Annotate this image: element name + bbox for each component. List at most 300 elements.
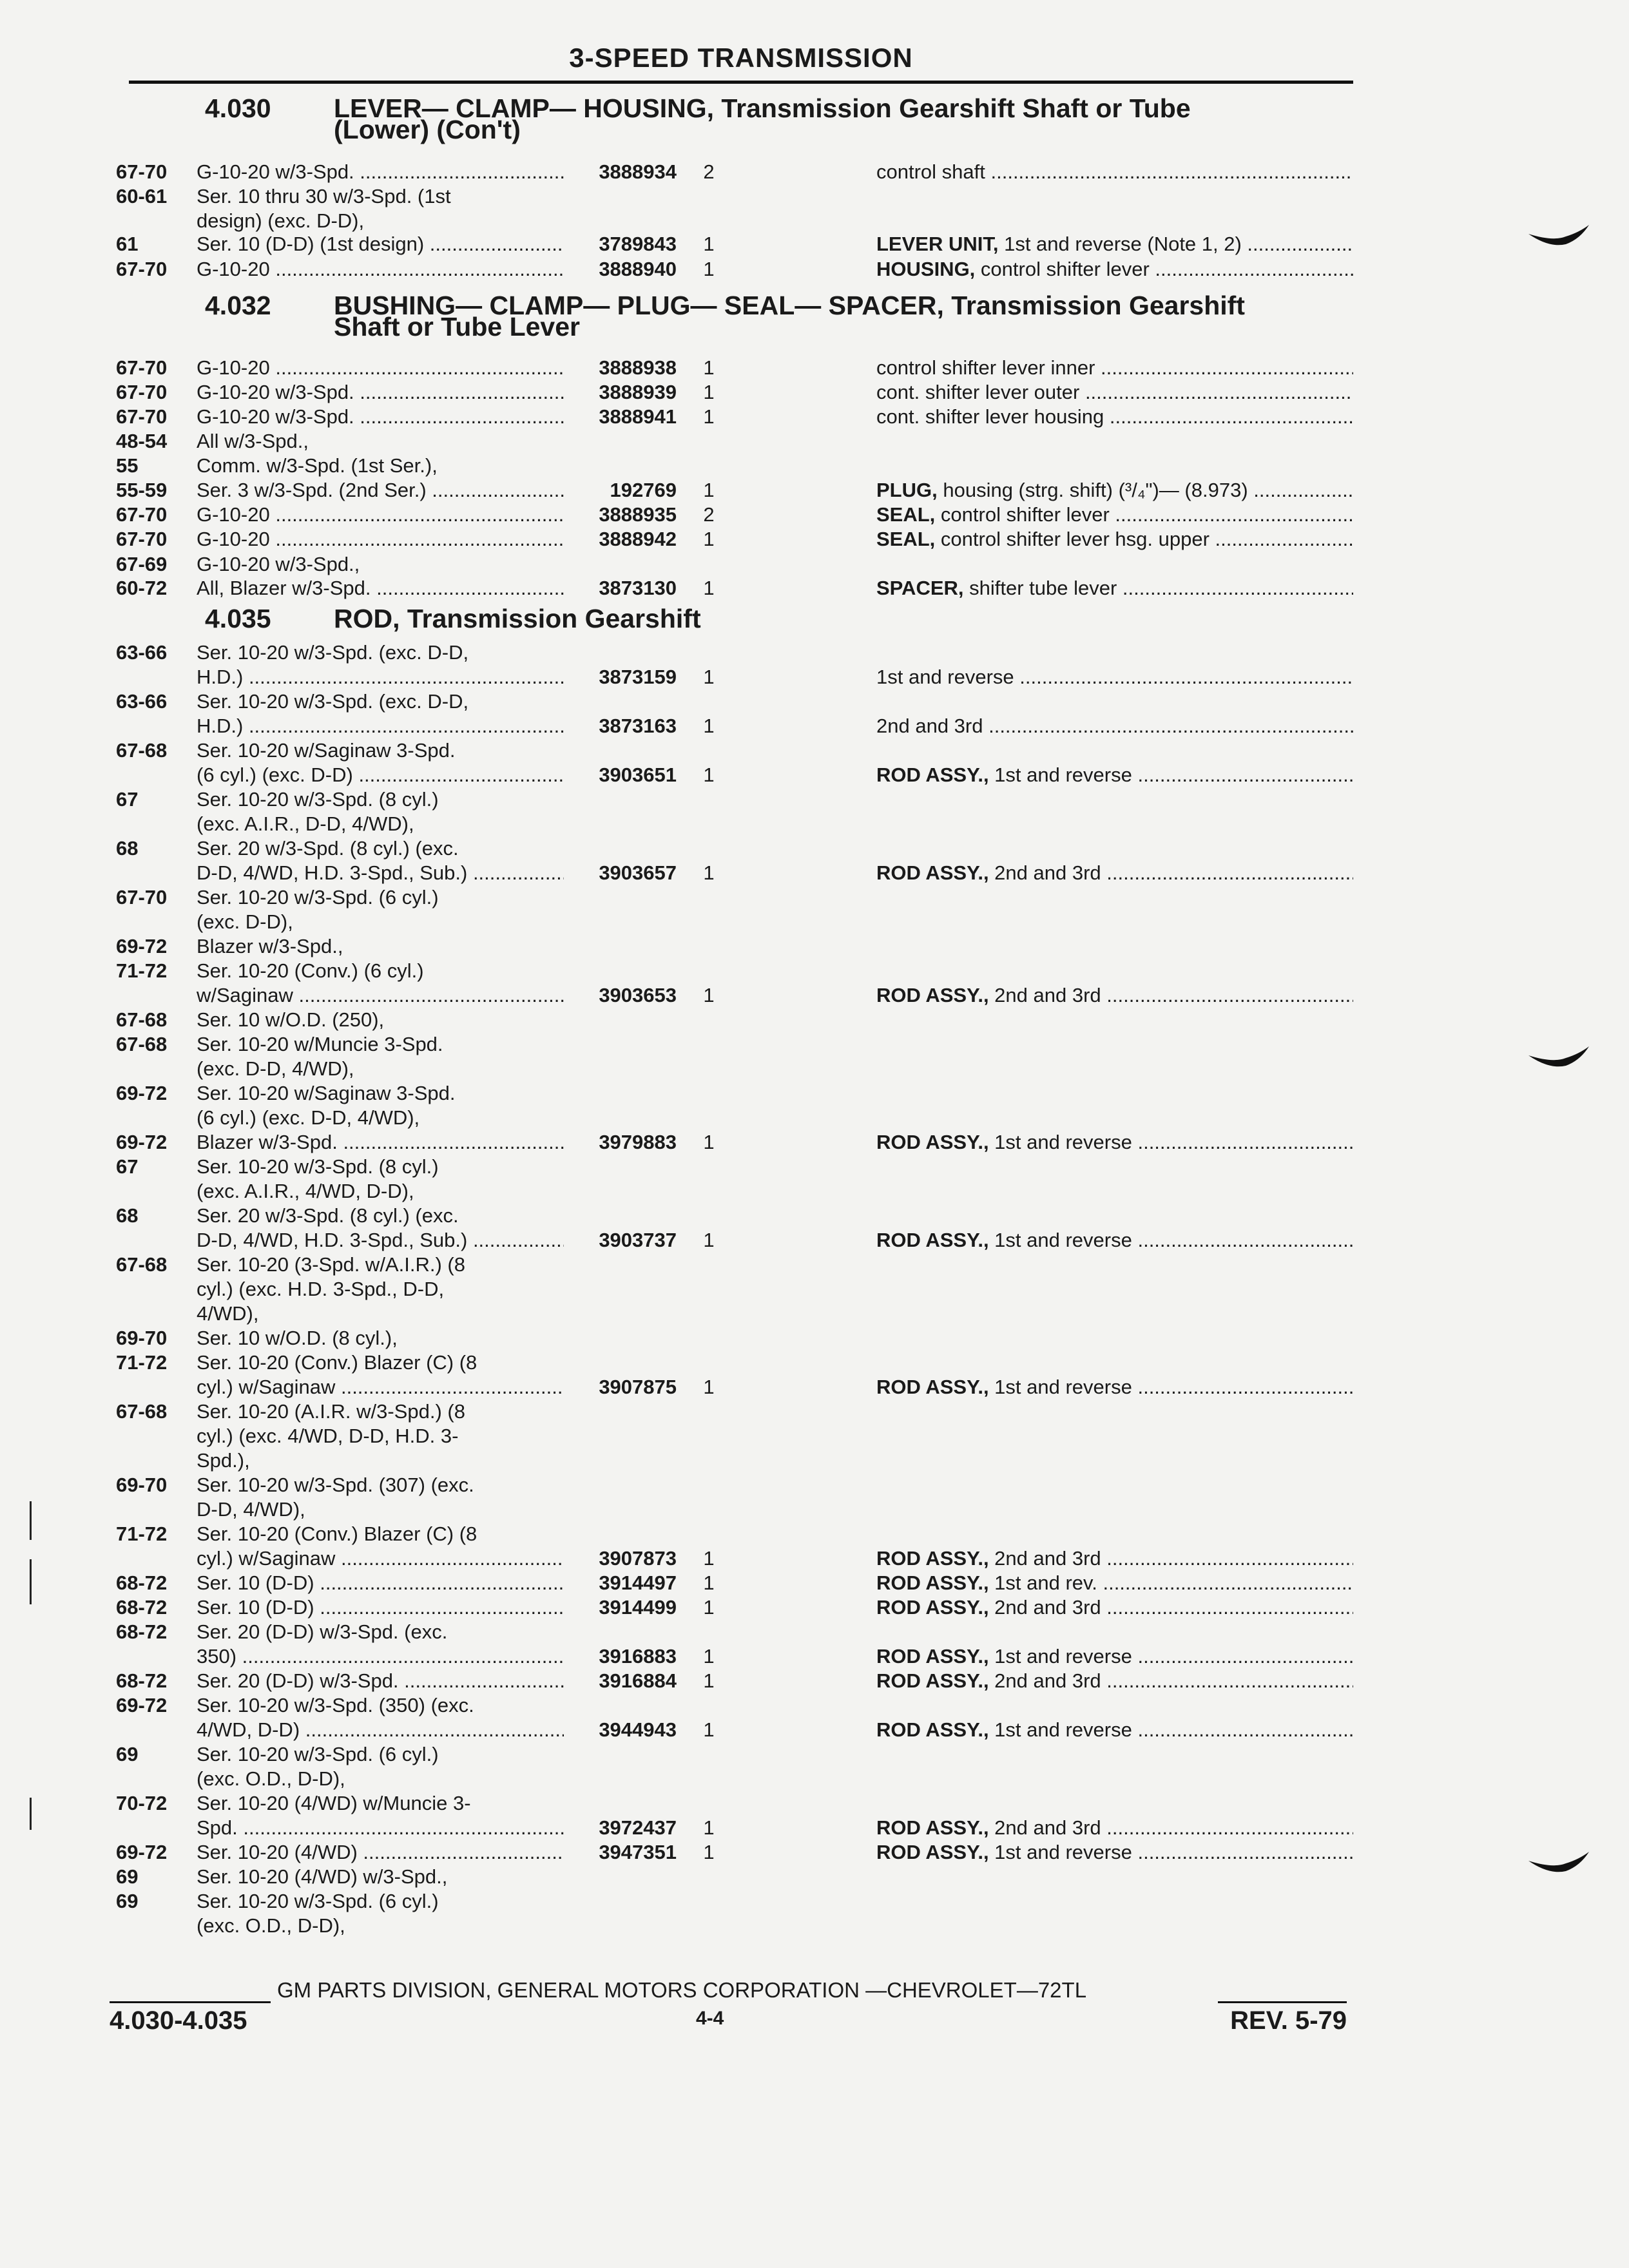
application: G-10-20 ..... <box>197 527 564 552</box>
quantity: 1 <box>703 1816 715 1839</box>
model-year: 67-70 <box>116 258 168 280</box>
application: Ser. 10 thru 30 w/3-Spd. (1st <box>197 185 451 207</box>
parts-row <box>0 1399 1547 1424</box>
quantity: 1 <box>703 1571 715 1594</box>
model-year: 69-72 <box>116 1694 168 1716</box>
parts-row <box>0 861 1547 885</box>
parts-row <box>0 665 1547 689</box>
model-year: 70-72 <box>116 1792 168 1814</box>
parts-row <box>0 405 1547 429</box>
model-year: 63-66 <box>116 641 168 664</box>
model-year: 69-70 <box>116 1327 168 1349</box>
application: Ser. 10-20 w/3-Spd. (6 cyl.) <box>197 886 439 908</box>
application: (exc. D-D, 4/WD), <box>197 1057 354 1080</box>
part-description: LEVER UNIT, 1st and reverse (Note 1, 2) ..... <box>876 232 1353 256</box>
application: All, Blazer w/3-Spd. ..... <box>197 576 564 601</box>
part-name-keyword: ROD ASSY., <box>876 984 989 1006</box>
application: G-10-20 w/3-Spd. ..... <box>197 405 564 429</box>
parts-row <box>0 1424 1547 1448</box>
model-year: 55 <box>116 454 139 477</box>
model-year: 69 <box>116 1743 139 1765</box>
application: G-10-20 w/3-Spd., <box>197 553 360 575</box>
part-name-keyword: ROD ASSY., <box>876 764 989 786</box>
binder-clip-mark <box>1527 222 1592 248</box>
model-year: 69-72 <box>116 1841 168 1863</box>
quantity: 2 <box>703 503 715 526</box>
application: Ser. 10 (D-D) ..... <box>197 1595 564 1620</box>
model-year: 55-59 <box>116 479 168 501</box>
application: D-D, 4/WD, H.D. 3-Spd., Sub.) ..... <box>197 861 564 885</box>
application: D-D, 4/WD), <box>197 1498 305 1521</box>
parts-row <box>0 552 1547 577</box>
parts-row <box>0 1032 1547 1057</box>
application: G-10-20 ..... <box>197 257 564 282</box>
model-year: 67 <box>116 788 139 811</box>
model-year: 69 <box>116 1865 139 1888</box>
parts-row <box>0 885 1547 910</box>
parts-row <box>0 380 1547 405</box>
part-description: ROD ASSY., 2nd and 3rd ..... <box>876 1669 1353 1693</box>
part-number: 3979883 <box>599 1131 677 1153</box>
part-description: cont. shifter lever housing ..... <box>876 405 1353 429</box>
quantity: 1 <box>703 1841 715 1863</box>
model-year: 67-70 <box>116 405 168 428</box>
parts-row <box>0 1081 1547 1106</box>
application: Blazer w/3-Spd., <box>197 935 343 957</box>
parts-row <box>0 1571 1547 1595</box>
application: Ser. 10 w/O.D. (250), <box>197 1008 385 1031</box>
part-name-keyword: ROD ASSY., <box>876 1669 989 1692</box>
parts-row <box>0 640 1547 665</box>
page-footer <box>110 1978 1347 2042</box>
application: Ser. 3 w/3-Spd. (2nd Ser.) ..... <box>197 478 564 503</box>
application: Ser. 20 (D-D) w/3-Spd. (exc. <box>197 1620 448 1643</box>
application: Ser. 10-20 w/3-Spd. (6 cyl.) <box>197 1890 439 1912</box>
part-description: control shifter lever inner ..... <box>876 356 1353 380</box>
part-description: ROD ASSY., 1st and reverse ..... <box>876 1228 1353 1253</box>
parts-row <box>0 576 1547 601</box>
parts-row <box>0 1644 1547 1669</box>
part-number: 3907873 <box>599 1547 677 1570</box>
model-year: 60-72 <box>116 577 168 599</box>
part-description: ROD ASSY., 1st and reverse ..... <box>876 1644 1353 1669</box>
binding-tick-mark <box>30 1798 32 1830</box>
model-year: 71-72 <box>116 1351 168 1374</box>
application: G-10-20 w/3-Spd. ..... <box>197 160 564 184</box>
parts-row <box>0 429 1547 454</box>
parts-row <box>0 503 1547 527</box>
model-year: 48-54 <box>116 430 168 452</box>
application: Ser. 10-20 w/3-Spd. (350) (exc. <box>197 1694 474 1716</box>
part-name-keyword: ROD ASSY., <box>876 1131 989 1153</box>
quantity: 1 <box>703 1229 715 1251</box>
part-description: 2nd and 3rd ..... <box>876 714 1353 738</box>
parts-row <box>0 959 1547 983</box>
model-year: 69-72 <box>116 935 168 957</box>
parts-row <box>0 356 1547 380</box>
parts-row <box>0 1546 1547 1571</box>
section-heading-4-030 <box>205 93 1191 144</box>
part-number: 3916883 <box>599 1645 677 1667</box>
application: (6 cyl.) (exc. D-D, 4/WD), <box>197 1106 420 1129</box>
quantity: 1 <box>703 764 715 786</box>
part-number: 3888942 <box>599 528 677 550</box>
parts-row <box>0 1718 1547 1742</box>
application: Ser. 20 (D-D) w/3-Spd. ..... <box>197 1669 564 1693</box>
application: 4/WD), <box>197 1302 259 1325</box>
page-header <box>129 43 1353 84</box>
part-number: 3903653 <box>599 984 677 1006</box>
part-name-keyword: ROD ASSY., <box>876 1547 989 1570</box>
parts-row <box>0 1008 1547 1032</box>
application: D-D, 4/WD, H.D. 3-Spd., Sub.) ..... <box>197 1228 564 1253</box>
application: Ser. 10-20 w/Muncie 3-Spd. <box>197 1033 443 1055</box>
quantity: 1 <box>703 528 715 550</box>
section-heading-4-035 <box>205 604 701 633</box>
quantity: 1 <box>703 666 715 688</box>
quantity: 1 <box>703 233 715 255</box>
part-description: PLUG, housing (strg. shift) (³/₄")— (8.973) ..... <box>876 478 1353 503</box>
part-number: 3873163 <box>599 715 677 737</box>
part-number: 3972437 <box>599 1816 677 1839</box>
part-number: 3789843 <box>599 233 677 255</box>
parts-row <box>0 763 1547 787</box>
quantity: 1 <box>703 1718 715 1741</box>
parts-row <box>0 1595 1547 1620</box>
model-year: 67-70 <box>116 503 168 526</box>
quantity: 1 <box>703 577 715 599</box>
part-name-keyword: ROD ASSY., <box>876 1645 989 1667</box>
parts-row <box>0 1350 1547 1375</box>
part-description: ROD ASSY., 2nd and 3rd ..... <box>876 983 1353 1008</box>
binder-clip-mark <box>1527 1044 1592 1070</box>
parts-row <box>0 1057 1547 1081</box>
parts-row <box>0 1816 1547 1840</box>
application: All w/3-Spd., <box>197 430 309 452</box>
section-title-continuation: Shaft or Tube Lever <box>334 312 580 341</box>
model-year: 68-72 <box>116 1669 168 1692</box>
application: Ser. 10 (D-D) (1st design) ..... <box>197 232 564 256</box>
application: Ser. 10 w/O.D. (8 cyl.), <box>197 1327 398 1349</box>
section-number: 4.030 <box>205 93 271 123</box>
parts-row <box>0 1277 1547 1302</box>
quantity: 1 <box>703 984 715 1006</box>
quantity: 1 <box>703 1645 715 1667</box>
model-year: 69 <box>116 1890 139 1912</box>
parts-row <box>0 689 1547 714</box>
part-description: 1st and reverse ..... <box>876 665 1353 689</box>
parts-row <box>0 1669 1547 1693</box>
footer-revision: REV. 5-79 <box>1230 2006 1347 2035</box>
parts-row <box>0 1742 1547 1767</box>
part-description: ROD ASSY., 2nd and 3rd ..... <box>876 1816 1353 1840</box>
parts-row <box>0 714 1547 738</box>
model-year: 67-68 <box>116 1033 168 1055</box>
application: Ser. 10-20 (3-Spd. w/A.I.R.) (8 <box>197 1253 465 1276</box>
part-name-keyword: SPACER, <box>876 577 964 599</box>
part-number: 3888940 <box>599 258 677 280</box>
model-year: 68 <box>116 837 139 860</box>
quantity: 1 <box>703 479 715 501</box>
part-description: SEAL, control shifter lever ..... <box>876 503 1353 527</box>
application: (exc. D-D), <box>197 910 293 933</box>
part-name-keyword: PLUG, <box>876 479 938 501</box>
quantity: 1 <box>703 1131 715 1153</box>
part-number: 3916884 <box>599 1669 677 1692</box>
part-number: 3903737 <box>599 1229 677 1251</box>
quantity: 1 <box>703 715 715 737</box>
application: (exc. A.I.R., D-D, 4/WD), <box>197 812 414 835</box>
part-number: 3907875 <box>599 1376 677 1398</box>
page-title: 3-SPEED TRANSMISSION <box>569 43 913 73</box>
model-year: 67-68 <box>116 1400 168 1423</box>
part-number: 3873159 <box>599 666 677 688</box>
parts-row <box>0 184 1547 209</box>
model-year: 67-70 <box>116 160 168 183</box>
application: design) (exc. D-D), <box>197 209 365 232</box>
footer-publisher: GM PARTS DIVISION, GENERAL MOTORS CORPORATION —CHEVROLET—72TL <box>277 1978 1087 2002</box>
quantity: 1 <box>703 1669 715 1692</box>
model-year: 68-72 <box>116 1620 168 1643</box>
application: G-10-20 ..... <box>197 356 564 380</box>
parts-row <box>0 160 1547 184</box>
model-year: 63-66 <box>116 690 168 713</box>
part-description: control shaft ..... <box>876 160 1353 184</box>
parts-row <box>0 1914 1547 1938</box>
part-description: ROD ASSY., 2nd and 3rd ..... <box>876 1595 1353 1620</box>
parts-row <box>0 1889 1547 1914</box>
footer-rule-left <box>110 2001 271 2003</box>
header-rule <box>129 81 1353 84</box>
part-description: ROD ASSY., 1st and rev. ..... <box>876 1571 1353 1595</box>
parts-row <box>0 257 1547 282</box>
part-number: 3888939 <box>599 381 677 403</box>
application: Ser. 10-20 w/Saginaw 3-Spd. <box>197 739 456 762</box>
parts-row <box>0 1130 1547 1155</box>
model-year: 67-70 <box>116 528 168 550</box>
section-heading-4-032 <box>205 291 1245 341</box>
application: Spd. ..... <box>197 1816 564 1840</box>
quantity: 1 <box>703 258 715 280</box>
parts-row <box>0 934 1547 959</box>
binding-tick-mark <box>30 1501 32 1540</box>
part-number: 3873130 <box>599 577 677 599</box>
parts-row <box>0 1840 1547 1865</box>
application: Ser. 10-20 w/3-Spd. (307) (exc. <box>197 1474 474 1496</box>
part-name-keyword: SEAL, <box>876 528 936 550</box>
parts-row <box>0 454 1547 478</box>
part-number: 3888941 <box>599 405 677 428</box>
application: Comm. w/3-Spd. (1st Ser.), <box>197 454 438 477</box>
parts-row <box>0 232 1547 256</box>
model-year: 68-72 <box>116 1571 168 1594</box>
parts-row <box>0 209 1547 233</box>
application: Ser. 10-20 (4/WD) ..... <box>197 1840 564 1865</box>
model-year: 68-72 <box>116 1596 168 1619</box>
section-number: 4.035 <box>205 604 271 633</box>
part-name-keyword: ROD ASSY., <box>876 1718 989 1741</box>
parts-row <box>0 1693 1547 1718</box>
section-title: LEVER— CLAMP— HOUSING, Transmission Gearshift Shaft or Tube <box>334 93 1191 123</box>
parts-row <box>0 1791 1547 1816</box>
quantity: 1 <box>703 381 715 403</box>
part-name-keyword: ROD ASSY., <box>876 1841 989 1863</box>
application: Ser. 10-20 w/3-Spd. (exc. D-D, <box>197 690 469 713</box>
part-description: cont. shifter lever outer ..... <box>876 380 1353 405</box>
application: Ser. 10-20 (Conv.) Blazer (C) (8 <box>197 1351 477 1374</box>
section-title: ROD, Transmission Gearshift <box>334 604 701 633</box>
parts-row <box>0 1497 1547 1522</box>
quantity: 2 <box>703 160 715 183</box>
part-name-keyword: ROD ASSY., <box>876 1596 989 1619</box>
quantity: 1 <box>703 1547 715 1570</box>
parts-row <box>0 1375 1547 1399</box>
application: G-10-20 ..... <box>197 503 564 527</box>
application: Ser. 10-20 (Conv.) (6 cyl.) <box>197 959 424 982</box>
application: Blazer w/3-Spd. ..... <box>197 1130 564 1155</box>
part-name-keyword: ROD ASSY., <box>876 1816 989 1839</box>
part-number: 3903657 <box>599 861 677 884</box>
model-year: 67-70 <box>116 886 168 908</box>
application: Ser. 10-20 (4/WD) w/Muncie 3- <box>197 1792 471 1814</box>
model-year: 67 <box>116 1155 139 1178</box>
part-description: SPACER, shifter tube lever ..... <box>876 576 1353 601</box>
part-number: 3888935 <box>599 503 677 526</box>
model-year: 68 <box>116 1204 139 1227</box>
part-name-keyword: ROD ASSY., <box>876 1571 989 1594</box>
model-year: 69-70 <box>116 1474 168 1496</box>
application: Ser. 10-20 (4/WD) w/3-Spd., <box>197 1865 448 1888</box>
application: Ser. 10-20 w/3-Spd. (8 cyl.) <box>197 1155 439 1178</box>
application: (exc. O.D., D-D), <box>197 1914 345 1937</box>
model-year: 69-72 <box>116 1082 168 1104</box>
parts-row <box>0 1179 1547 1204</box>
application: Ser. 10-20 (Conv.) Blazer (C) (8 <box>197 1523 477 1545</box>
quantity: 1 <box>703 861 715 884</box>
parts-row <box>0 1253 1547 1277</box>
application: cyl.) w/Saginaw ..... <box>197 1375 564 1399</box>
footer-section-code: 4.030-4.035 <box>110 2006 247 2035</box>
part-name-keyword: ROD ASSY., <box>876 861 989 884</box>
application: cyl.) (exc. 4/WD, D-D, H.D. 3- <box>197 1425 459 1447</box>
part-number: 3914499 <box>599 1596 677 1619</box>
parts-row <box>0 1106 1547 1130</box>
part-number: 3888938 <box>599 356 677 379</box>
application: 350) ..... <box>197 1644 564 1669</box>
parts-row <box>0 787 1547 812</box>
application: Ser. 20 w/3-Spd. (8 cyl.) (exc. <box>197 837 459 860</box>
parts-row <box>0 910 1547 934</box>
part-name-keyword: ROD ASSY., <box>876 1229 989 1251</box>
application: Ser. 10-20 w/Saginaw 3-Spd. <box>197 1082 456 1104</box>
part-description: ROD ASSY., 1st and reverse ..... <box>876 763 1353 787</box>
part-description: ROD ASSY., 1st and reverse ..... <box>876 1840 1353 1865</box>
part-number: 3888934 <box>599 160 677 183</box>
parts-row <box>0 836 1547 861</box>
model-year: 71-72 <box>116 1523 168 1545</box>
model-year: 69-72 <box>116 1131 168 1153</box>
part-description: ROD ASSY., 1st and reverse ..... <box>876 1130 1353 1155</box>
part-description: ROD ASSY., 2nd and 3rd ..... <box>876 861 1353 885</box>
parts-row <box>0 1865 1547 1889</box>
application: G-10-20 w/3-Spd. ..... <box>197 380 564 405</box>
footer-rule-right <box>1218 2001 1347 2003</box>
application: cyl.) w/Saginaw ..... <box>197 1546 564 1571</box>
parts-row <box>0 1302 1547 1326</box>
parts-row <box>0 1767 1547 1791</box>
parts-row <box>0 983 1547 1008</box>
model-year: 67-68 <box>116 1253 168 1276</box>
application: Ser. 10-20 w/3-Spd. (6 cyl.) <box>197 1743 439 1765</box>
model-year: 67-70 <box>116 381 168 403</box>
model-year: 67-70 <box>116 356 168 379</box>
part-number: 192769 <box>610 479 677 501</box>
part-name-keyword: SEAL, <box>876 503 936 526</box>
application: Ser. 10 (D-D) ..... <box>197 1571 564 1595</box>
section-title: BUSHING— CLAMP— PLUG— SEAL— SPACER, Transmission Gearshift <box>334 291 1245 320</box>
model-year: 61 <box>116 233 139 255</box>
part-number: 3903651 <box>599 764 677 786</box>
section-title-continuation: (Lower) (Con't) <box>334 115 521 144</box>
part-number: 3944943 <box>599 1718 677 1741</box>
model-year: 60-61 <box>116 185 168 207</box>
application: cyl.) (exc. H.D. 3-Spd., D-D, <box>197 1278 445 1300</box>
footer-page-number: 4-4 <box>696 2008 724 2029</box>
part-name-keyword: HOUSING, <box>876 258 976 280</box>
application: Ser. 10-20 w/3-Spd. (8 cyl.) <box>197 788 439 811</box>
model-year: 67-68 <box>116 739 168 762</box>
quantity: 1 <box>703 356 715 379</box>
application: Ser. 10-20 w/3-Spd. (exc. D-D, <box>197 641 469 664</box>
model-year: 71-72 <box>116 959 168 982</box>
model-year: 67-69 <box>116 553 168 575</box>
application: Ser. 20 w/3-Spd. (8 cyl.) (exc. <box>197 1204 459 1227</box>
binder-clip-mark <box>1527 1849 1592 1875</box>
application: w/Saginaw ..... <box>197 983 564 1008</box>
application: H.D.) ..... <box>197 714 564 738</box>
quantity: 1 <box>703 405 715 428</box>
parts-row <box>0 1326 1547 1350</box>
parts-row <box>0 1473 1547 1497</box>
parts-row <box>0 1155 1547 1179</box>
parts-row <box>0 527 1547 552</box>
parts-row <box>0 478 1547 503</box>
part-number: 3947351 <box>599 1841 677 1863</box>
part-number: 3914497 <box>599 1571 677 1594</box>
model-year: 67-68 <box>116 1008 168 1031</box>
part-description: ROD ASSY., 2nd and 3rd ..... <box>876 1546 1353 1571</box>
quantity: 1 <box>703 1596 715 1619</box>
parts-row <box>0 1620 1547 1644</box>
application: (exc. O.D., D-D), <box>197 1767 345 1790</box>
part-description: ROD ASSY., 1st and reverse ..... <box>876 1718 1353 1742</box>
binding-tick-mark <box>30 1559 32 1604</box>
part-name-keyword: LEVER UNIT, <box>876 233 999 255</box>
parts-row <box>0 812 1547 836</box>
section-number: 4.032 <box>205 291 271 320</box>
application: (6 cyl.) (exc. D-D) ..... <box>197 763 564 787</box>
part-description: ROD ASSY., 1st and reverse ..... <box>876 1375 1353 1399</box>
application: Ser. 10-20 (A.I.R. w/3-Spd.) (8 <box>197 1400 465 1423</box>
parts-row <box>0 1204 1547 1228</box>
application: H.D.) ..... <box>197 665 564 689</box>
part-description: SEAL, control shifter lever hsg. upper ..... <box>876 527 1353 552</box>
part-description: HOUSING, control shifter lever ..... <box>876 257 1353 282</box>
application: (exc. A.I.R., 4/WD, D-D), <box>197 1180 414 1202</box>
application: 4/WD, D-D) ..... <box>197 1718 564 1742</box>
part-name-keyword: ROD ASSY., <box>876 1376 989 1398</box>
parts-row <box>0 1448 1547 1473</box>
